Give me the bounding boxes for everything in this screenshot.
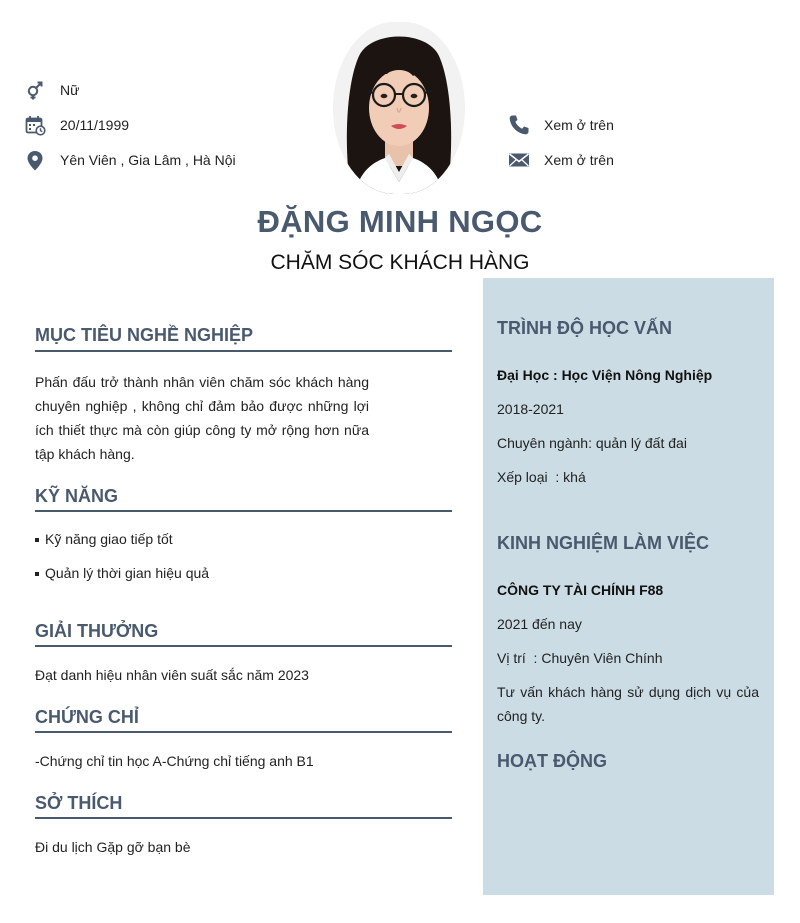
career-objective-divider (35, 350, 452, 352)
awards-text: Đạt danh hiệu nhân viên suất sắc năm 2023 (35, 667, 309, 683)
skill-item (35, 531, 173, 547)
address-row (24, 149, 236, 171)
education-school: Đại Học : Học Viện Nông Nghiệp (497, 367, 713, 383)
certificates-divider (35, 731, 452, 733)
phone-text: Xem ở trên (544, 117, 614, 133)
full-name: ĐẶNG MINH NGỌC (257, 204, 543, 239)
bullet-icon (35, 572, 39, 576)
experience-position: Vị trí : Chuyên Viên Chính (497, 650, 663, 666)
skills-title: KỸ NĂNG (35, 486, 119, 506)
career-objective-text: Phấn đấu trở thành nhân viên chăm sóc khách hàng chuyên nghiệp , không chỉ đảm bảo được những lợi ích thiết thực mà còn giúp công ty mở rộng hơn nữa tập khách hàng. (35, 374, 369, 462)
skill-item (35, 565, 209, 581)
awards-title: GIẢI THƯỞNG (35, 621, 159, 641)
career-objective-title: MỤC TIÊU NGHỀ NGHIỆP (35, 325, 254, 345)
experience-description: Tư vấn khách hàng sử dụng dịch vụ của công ty. (497, 684, 759, 724)
location-pin-icon (24, 149, 46, 171)
calendar-icon (24, 114, 46, 136)
gender-text: Nữ (60, 82, 80, 98)
activities-title: HOẠT ĐỘNG (497, 751, 607, 771)
job-title: CHĂM SÓC KHÁCH HÀNG (270, 251, 530, 274)
skill-item-text: Quản lý thời gian hiệu quả (45, 565, 210, 581)
hobbies-divider (35, 817, 452, 819)
education-major: Chuyên ngành: quản lý đất đai (497, 435, 687, 451)
certificates-text: -Chứng chỉ tin học A-Chứng chỉ tiếng anh B1 (35, 753, 314, 769)
address-text: Yên Viên , Gia Lâm , Hà Nội (60, 152, 236, 168)
phone-icon (508, 114, 530, 136)
experience-company: CÔNG TY TÀI CHÍNH F88 (497, 582, 664, 598)
phone-row (508, 114, 614, 136)
experience-title: KINH NGHIỆM LÀM VIỆC (497, 533, 710, 553)
profile-photo (333, 22, 465, 194)
dob-row (24, 114, 129, 136)
bullet-icon (35, 538, 39, 542)
envelope-icon (508, 149, 530, 171)
skills-divider (35, 510, 452, 512)
education-rank: Xếp loại : khá (497, 469, 586, 485)
dob-text: 20/11/1999 (60, 117, 130, 133)
education-title: TRÌNH ĐỘ HỌC VẤN (497, 318, 672, 338)
experience-period: 2021 đến nay (497, 616, 582, 632)
hobbies-text: Đi du lịch Gặp gỡ bạn bè (35, 839, 191, 855)
skill-item-text: Kỹ năng giao tiếp tốt (45, 531, 173, 547)
email-row (508, 149, 614, 171)
education-years: 2018-2021 (497, 401, 564, 417)
awards-divider (35, 645, 452, 647)
hobbies-title: SỞ THÍCH (35, 793, 123, 813)
gender-icon (24, 79, 46, 101)
certificates-title: CHỨNG CHỈ (35, 707, 139, 727)
email-text: Xem ở trên (544, 152, 614, 168)
gender-row (24, 79, 79, 101)
